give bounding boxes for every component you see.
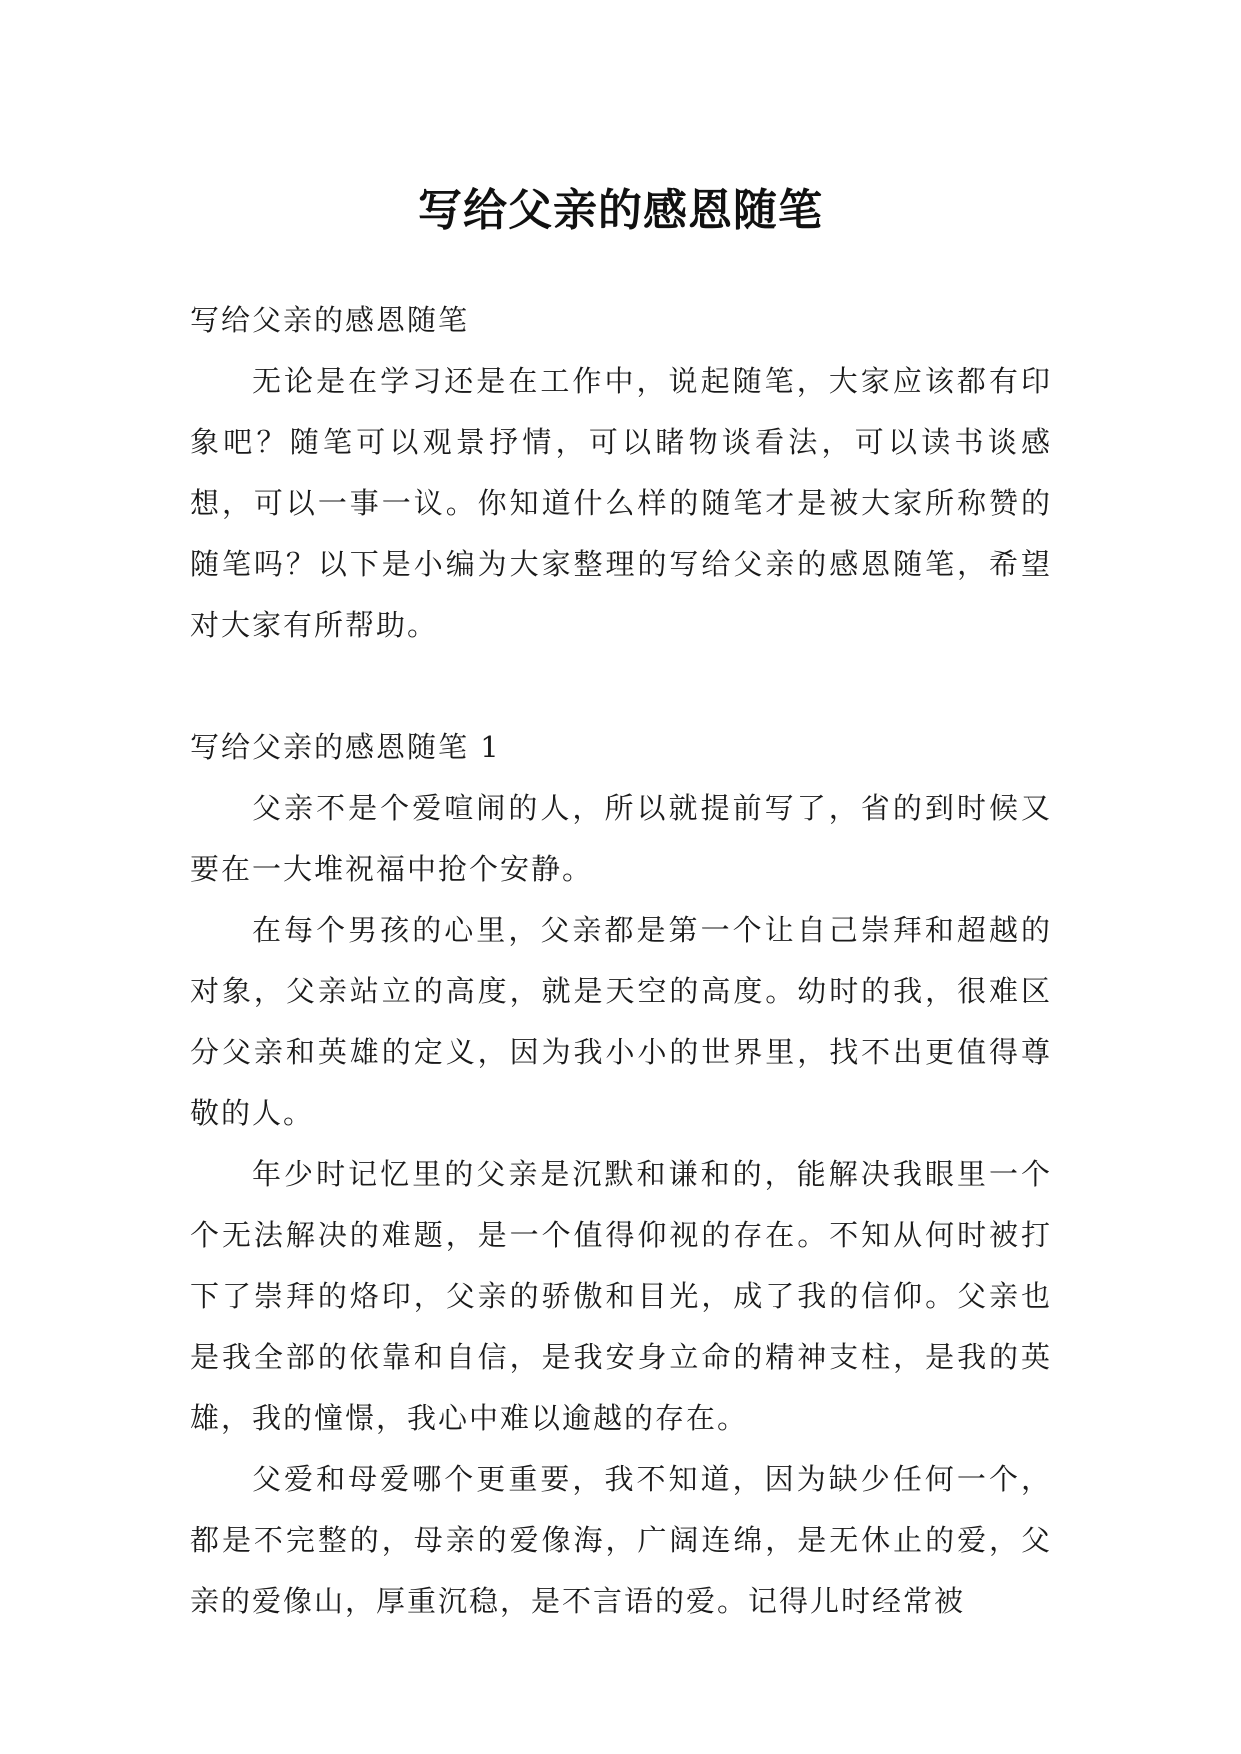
section1-paragraph-1: 父亲不是个爱喧闹的人，所以就提前写了，省的到时候又要在一大堆祝福中抢个安静。	[190, 791, 1052, 886]
document-title: 写给父亲的感恩随笔	[418, 185, 823, 237]
section-heading-1: 写给父亲的感恩随笔 1	[190, 730, 501, 764]
document-subtitle: 写给父亲的感恩随笔	[190, 303, 470, 337]
section1-paragraph-2: 在每个男孩的心里，父亲都是第一个让自己崇拜和超越的对象，父亲站立的高度，就是天空的高度。幼时的我，很难区分父亲和英雄的定义，因为我小小的世界里，找不出更值得尊敬的人。	[190, 913, 1052, 1130]
intro-paragraph: 无论是在学习还是在工作中，说起随笔，大家应该都有印象吧？随笔可以观景抒情，可以睹物谈看法，可以读书谈感想，可以一事一议。你知道什么样的随笔才是被大家所称赞的随笔吗？以下是小编为大家整理的写给父亲的感恩随笔，希望对大家有所帮助。	[190, 364, 1052, 642]
section1-paragraph-4: 父爱和母爱哪个更重要，我不知道，因为缺少任何一个，都是不完整的，母亲的爱像海，广阔连绵，是无休止的爱，父亲的爱像山，厚重沉稳，是不言语的爱。记得儿时经常被	[190, 1462, 1052, 1618]
section1-paragraph-3: 年少时记忆里的父亲是沉默和谦和的，能解决我眼里一个个无法解决的难题，是一个值得仰视的存在。不知从何时被打下了崇拜的烙印，父亲的骄傲和目光，成了我的信仰。父亲也是我全部的依靠和自信，是我安身立命的精神支柱，是我的英雄，我的憧憬，我心中难以逾越的存在。	[190, 1157, 1052, 1435]
document-body	[190, 290, 1052, 1632]
